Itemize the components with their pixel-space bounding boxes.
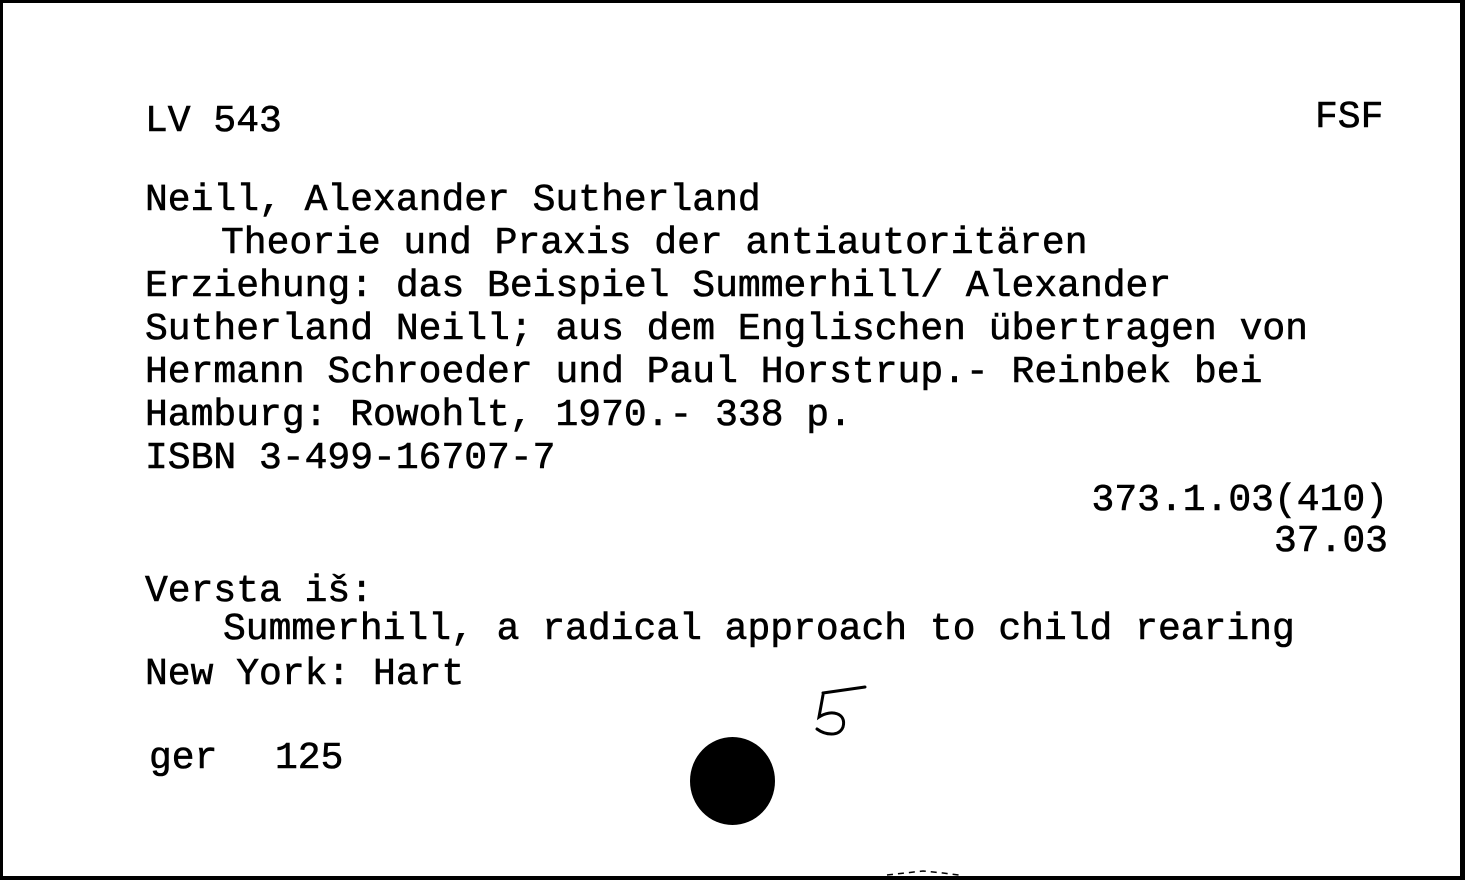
original-publisher: New York: Hart (145, 653, 465, 696)
punch-hole (690, 737, 775, 825)
isbn-line: ISBN 3-499-16707-7 (145, 437, 556, 480)
description-line: Hermann Schroeder und Paul Horstrup.- Reinbek bei (145, 351, 1263, 394)
scan-artifact (883, 865, 963, 879)
description-line: Sutherland Neill; aus dem Englischen übertragen von (145, 308, 1308, 351)
author-heading: Neill, Alexander Sutherland (145, 179, 761, 222)
number-code: 125 (275, 737, 344, 780)
title-line: Theorie und Praxis der antiautoritären (221, 222, 1088, 265)
location-code: FSF (1315, 96, 1384, 139)
classification-number: 37.03 (1273, 520, 1388, 563)
handwritten-number (803, 681, 873, 751)
description-line: Erziehung: das Beispiel Summerhill/ Alexander (145, 265, 1172, 308)
call-number: LV 543 (145, 100, 282, 143)
original-label: Versta iš: (145, 570, 374, 613)
original-title: Summerhill, a radical approach to child rearing (223, 608, 1295, 651)
description-line: Hamburg: Rowohlt, 1970.- 338 p. (145, 394, 852, 437)
classification-number: 373.1.03(410) (1091, 479, 1388, 522)
language-code: ger (149, 737, 218, 780)
